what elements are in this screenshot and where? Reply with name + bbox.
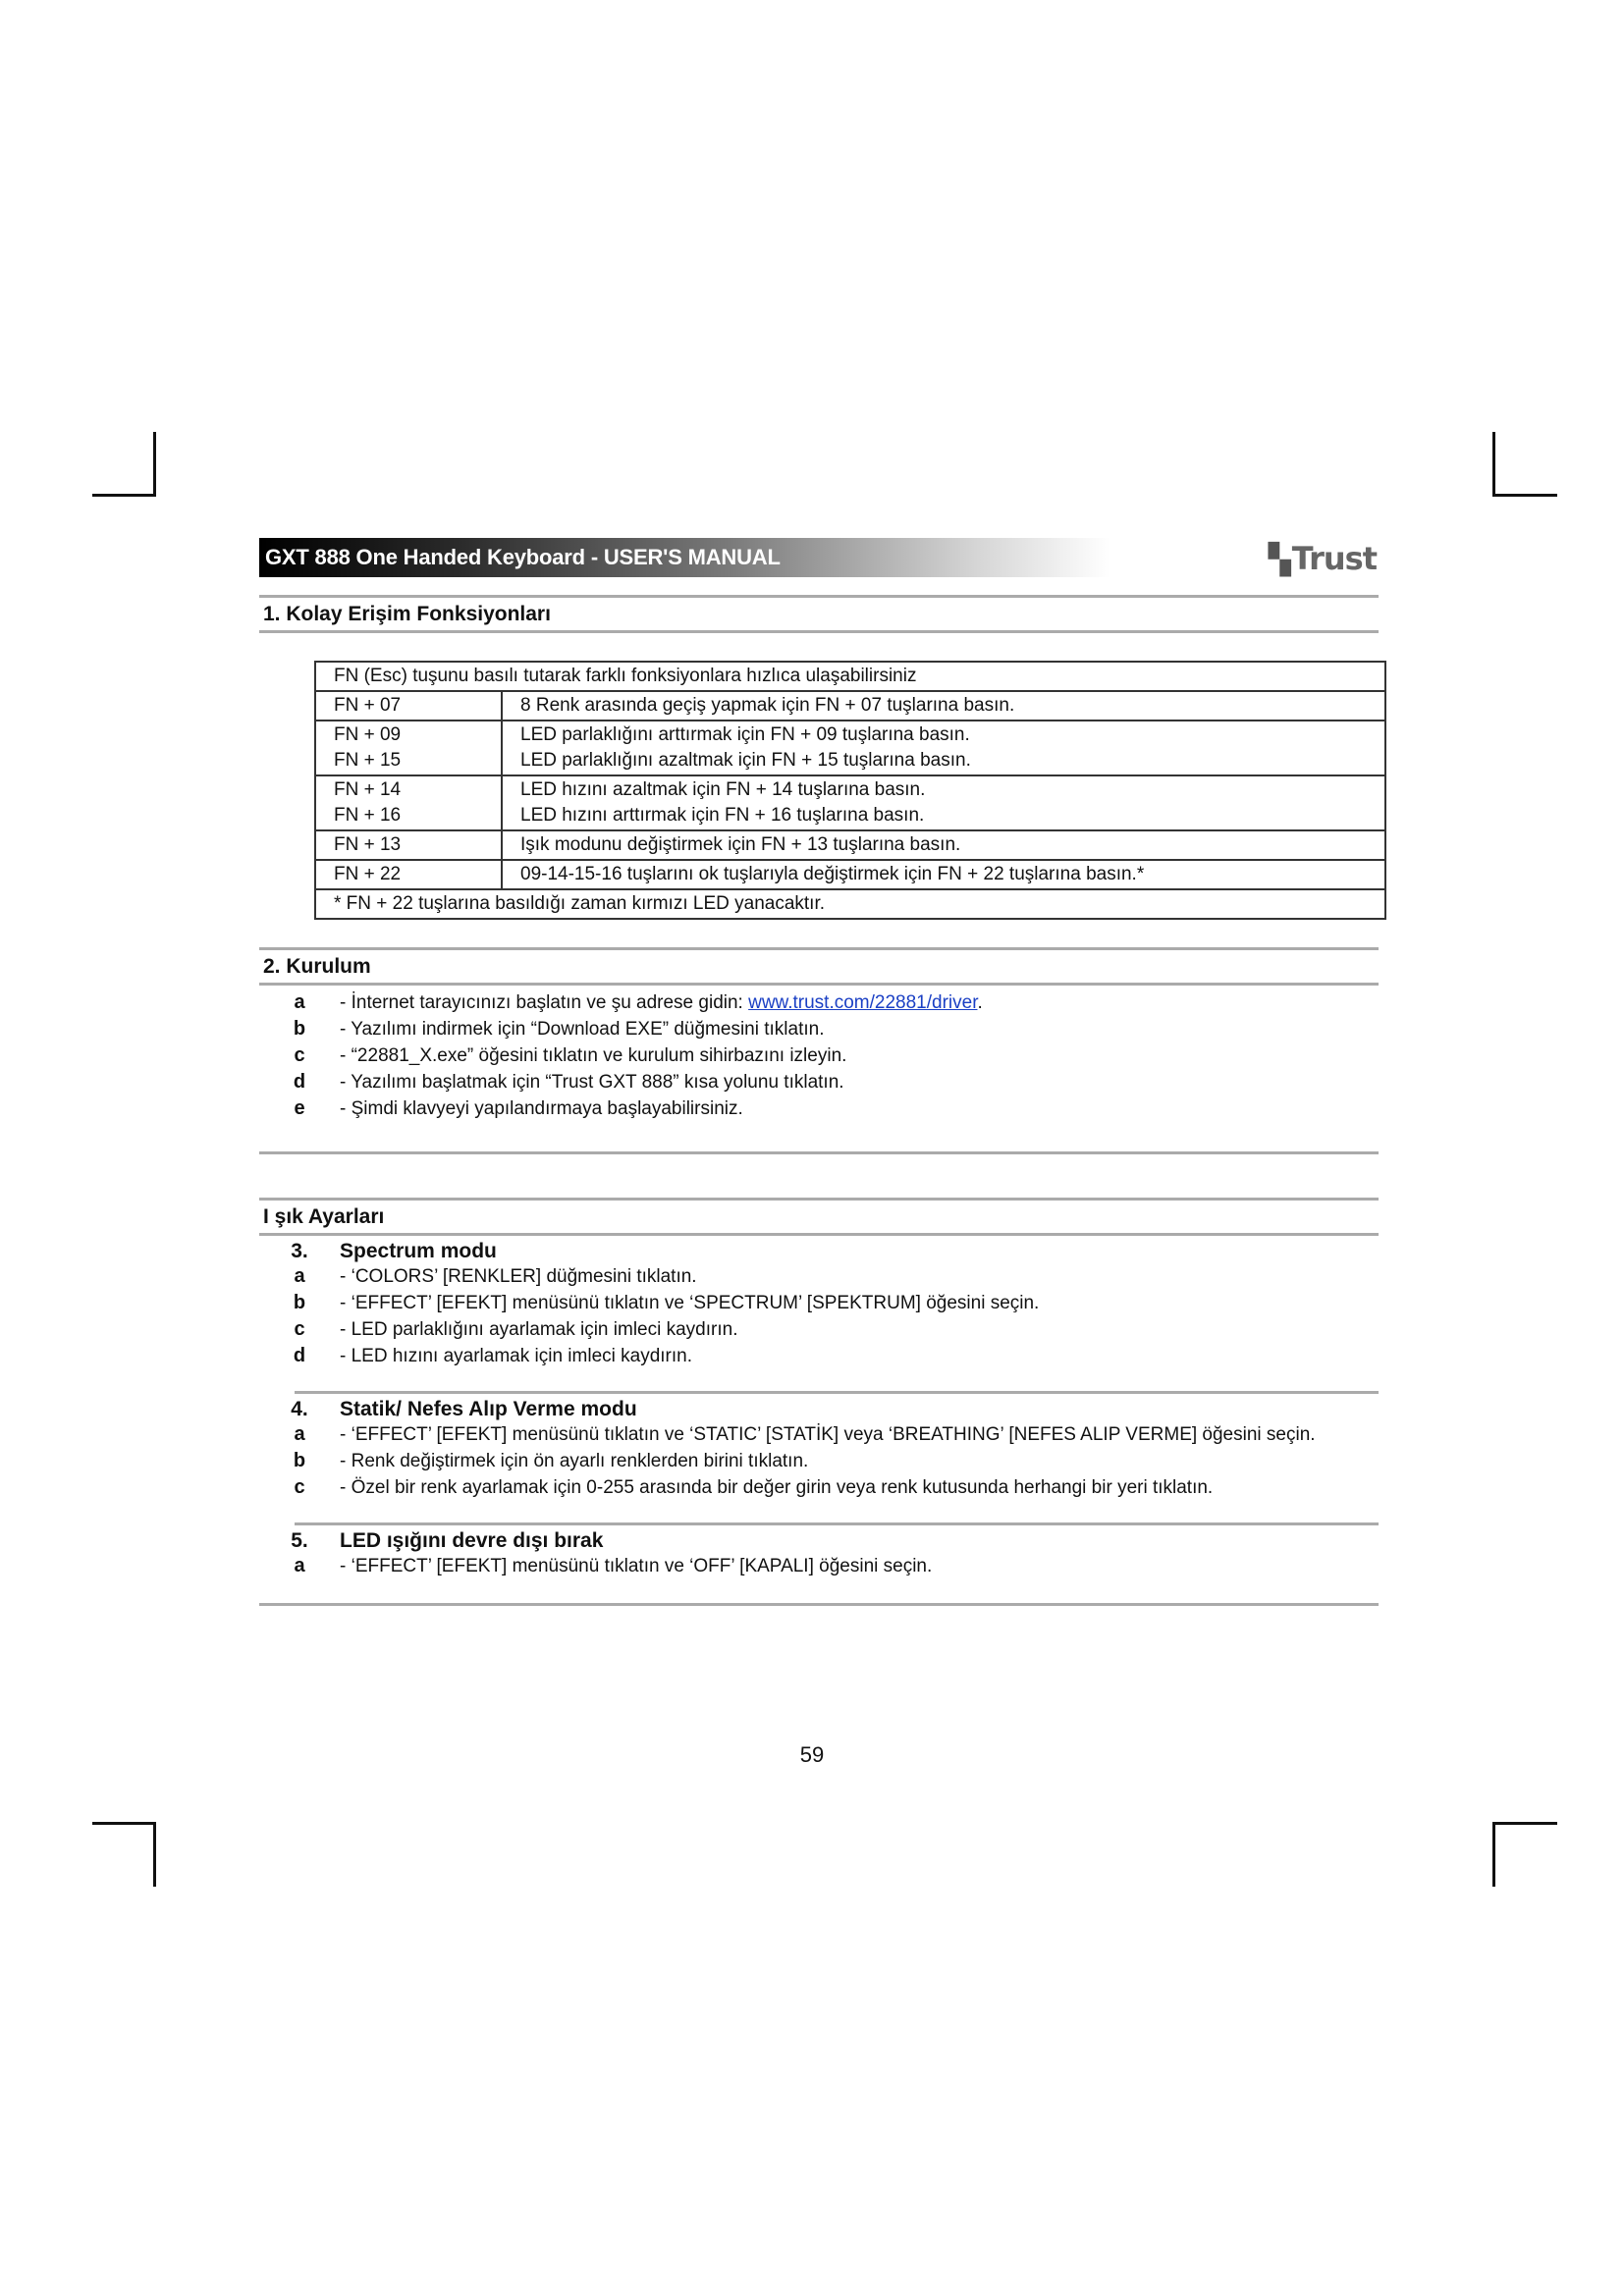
table-row: [315, 721, 1385, 775]
led-off-steps: [259, 1553, 1379, 1579]
trust-logo-text: Trust: [1291, 540, 1377, 577]
spectrum-steps: [259, 1263, 1379, 1369]
shortcut-desc: LED hızını azaltmak için FN + 14 tuşlarına basın. LED hızını arttırmak için FN + 16 tuşlarına basın.: [502, 775, 1385, 830]
crop-mark-tr-h: [1492, 494, 1557, 497]
shortcut-desc: 8 Renk arasında geçiş yapmak için FN + 07 tuşlarına basın.: [502, 691, 1385, 721]
install-steps: [259, 989, 1379, 1122]
trust-logo-icon: ▚: [1268, 543, 1290, 577]
divider: [259, 1151, 1379, 1154]
subsection-static-breathing: 4. Statik/ Nefes Alıp Verme modu: [291, 1398, 637, 1420]
list-item: b - Renk değiştirmek için ön ayarlı renklerden birini tıklatın.: [293, 1450, 809, 1471]
shortcut-keys: FN + 07: [315, 691, 502, 721]
list-item: a - ‘COLORS’ [RENKLER] düğmesini tıklatın.: [294, 1265, 697, 1287]
list-item: d - Yazılımı başlatmak için “Trust GXT 888” kısa yolunu tıklatın.: [293, 1071, 844, 1093]
table-row: [315, 691, 1385, 721]
section-title-shortcuts: 1. Kolay Erişim Fonksiyonları: [259, 595, 1379, 633]
list-item: a - İnternet tarayıcınızı başlatın ve şu adrese gidin: www.trust.com/22881/driver.: [294, 991, 983, 1013]
driver-link[interactable]: www.trust.com/22881/driver: [748, 992, 978, 1013]
list-item: c - “22881_X.exe” öğesini tıklatın ve kurulum sihirbazını izleyin.: [294, 1044, 847, 1066]
list-item: d - LED hızını ayarlamak için imleci kaydırın.: [293, 1345, 693, 1366]
crop-mark-tl-h: [92, 494, 156, 497]
table-row: [315, 830, 1385, 860]
crop-mark-br-h: [1492, 1822, 1557, 1825]
shortcut-desc: Işık modunu değiştirmek için FN + 13 tuşlarına basın.: [502, 830, 1385, 860]
page-number: 59: [799, 1742, 825, 1767]
list-item: b - Yazılımı indirmek için “Download EXE” düğmesini tıklatın.: [293, 1018, 825, 1040]
static-steps: [259, 1421, 1379, 1501]
header-banner: [259, 538, 1379, 577]
divider: [259, 1603, 1379, 1606]
shortcut-keys: FN + 22: [315, 860, 502, 889]
list-item: b - ‘EFFECT’ [EFEKT] menüsünü tıklatın ve ‘SPECTRUM’ [SPEKTRUM] öğesini seçin.: [293, 1292, 1040, 1313]
shortcut-intro: FN (Esc) tuşunu basılı tutarak farklı fonksiyonlara hızlıca ulaşabilirsiniz: [315, 662, 1385, 691]
crop-mark-br-v: [1492, 1822, 1495, 1887]
shortcut-keys: FN + 09 FN + 15: [315, 721, 502, 775]
manual-page: [259, 538, 1379, 1606]
shortcut-footnote: * FN + 22 tuşlarına basıldığı zaman kırmızı LED yanacaktır.: [315, 889, 1385, 919]
divider: [295, 1522, 1379, 1525]
manual-title: GXT 888 One Handed Keyboard - USER'S MANUAL: [265, 545, 781, 569]
crop-mark-tl-v: [153, 432, 156, 497]
subsection-spectrum: 3. Spectrum modu: [291, 1240, 497, 1262]
crop-mark-bl-h: [92, 1822, 156, 1825]
shortcut-desc: LED parlaklığını arttırmak için FN + 09 tuşlarına basın. LED parlaklığını azaltmak için FN + 15 tuşlarına basın.: [502, 721, 1385, 775]
divider: [295, 1391, 1379, 1394]
shortcut-keys: FN + 13: [315, 830, 502, 860]
list-item: e - Şimdi klavyeyi yapılandırmaya başlayabilirsiniz.: [294, 1097, 743, 1119]
subsection-led-off: 5. LED ışığını devre dışı bırak: [291, 1529, 604, 1552]
section-title-installation: 2. Kurulum: [259, 947, 1379, 986]
list-item: c - Özel bir renk ayarlamak için 0-255 arasında bir değer girin veya renk kutusunda herhangi bir yeri tıklatın.: [294, 1476, 1214, 1498]
section-title-light-settings: I şık Ayarları: [259, 1198, 1379, 1236]
list-item: a - ‘EFFECT’ [EFEKT] menüsünü tıklatın ve ‘OFF’ [KAPALI] öğesini seçin.: [294, 1555, 933, 1576]
list-item: c - LED parlaklığını ayarlamak için imleci kaydırın.: [294, 1318, 738, 1340]
shortcut-keys: FN + 14 FN + 16: [315, 775, 502, 830]
table-row: [315, 860, 1385, 889]
shortcut-table: [314, 661, 1386, 920]
list-item: a - ‘EFFECT’ [EFEKT] menüsünü tıklatın ve ‘STATIC’ [STATİK] veya ‘BREATHING’ [NEFES ALIP VERME] öğesini seçin.: [294, 1423, 1316, 1445]
crop-mark-tr-v: [1492, 432, 1495, 497]
crop-mark-bl-v: [153, 1822, 156, 1887]
table-row: [315, 775, 1385, 830]
shortcut-desc: 09-14-15-16 tuşlarını ok tuşlarıyla değiştirmek için FN + 22 tuşlarına basın.*: [502, 860, 1385, 889]
trust-logo: [1269, 540, 1377, 577]
